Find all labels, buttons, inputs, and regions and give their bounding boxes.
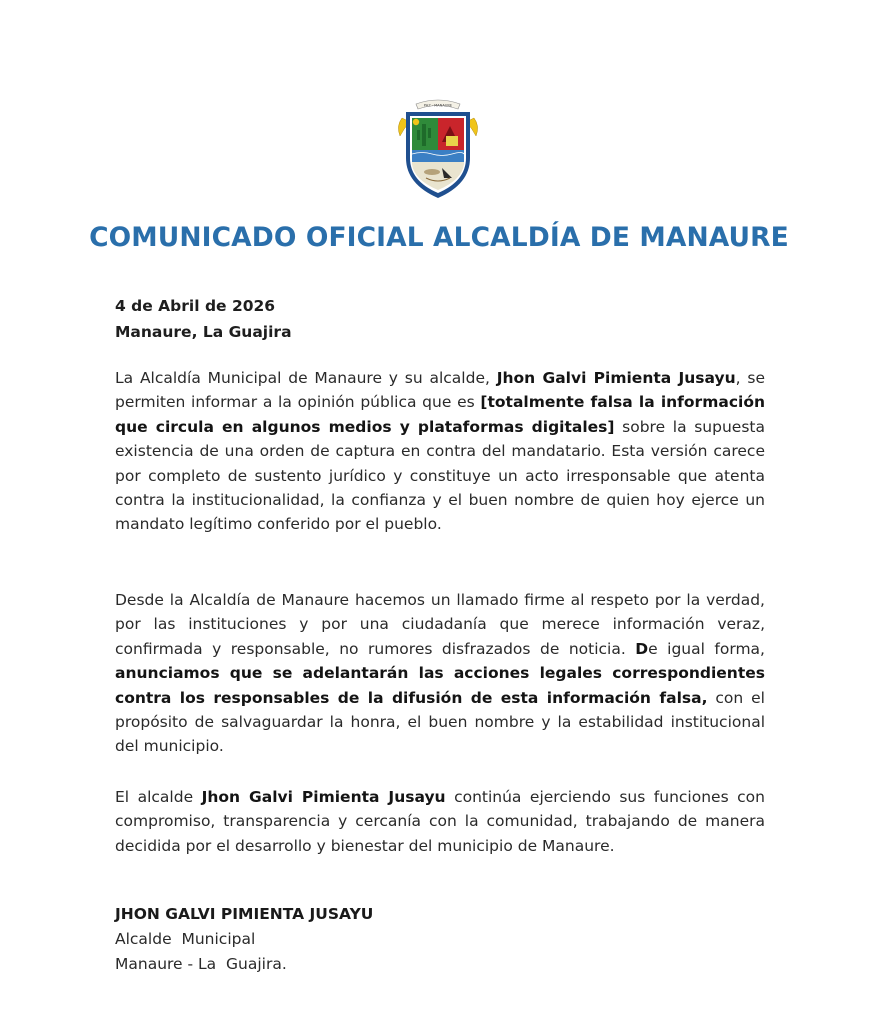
signature-role: Alcalde Municipal: [115, 930, 256, 948]
signature-name: JHON GALVI PIMIENTA JUSAYU: [115, 905, 374, 923]
paragraph-1-text-a: La Alcaldía Municipal de Manaure y su alcalde,: [115, 369, 497, 387]
document-place: Manaure, La Guajira: [115, 323, 292, 341]
page-title: COMUNICADO OFICIAL ALCALDÍA DE MANAURE: [89, 222, 789, 253]
date-place-block: [115, 293, 292, 345]
paragraph-1-text-c: sobre la supuesta existencia de una orden de captura en contra del mandatario. Esta versión carece por completo de sustento jurídico y constituye un acto irresponsable que atenta contra la institucionalidad, la confianza y el buen nombre de quien hoy ejerce un mandato legítimo conferido por el pueblo.: [115, 417, 765, 534]
document-date: 4 de Abril de 2026: [115, 297, 276, 315]
paragraph-3-text-a: El alcalde: [115, 788, 202, 806]
paragraph-1-mayor-name: Jhon Galvi Pimienta Jusayu: [496, 369, 736, 387]
signature-location: Manaure - La Guajira.: [115, 955, 287, 973]
paragraph-1: [115, 366, 765, 537]
paragraph-2-bold-letter: D: [635, 639, 649, 658]
paragraph-1-text-b: , se permiten informar a la opinión pública que es: [115, 369, 765, 412]
signature-block: [115, 902, 373, 977]
paragraph-3-mayor-name: Jhon Galvi Pimienta Jusayu: [201, 788, 446, 806]
manaure-coat-of-arms: [392, 92, 484, 202]
paragraph-3: [115, 785, 765, 858]
paragraph-1-highlight: [totalmente falsa la información que circula en algunos medios y plataformas digitales]: [115, 393, 765, 436]
paragraph-2-highlight: anunciamos que se adelantarán las acciones legales correspondientes contra los responsables de la difusión de esta información falsa,: [115, 664, 765, 707]
paragraph-2-text-c: con el propósito de salvaguardar la honra, el buen nombre y la estabilidad institucional del municipio.: [115, 688, 765, 756]
paragraph-2: [115, 588, 765, 759]
crest-scroll-text: PAZ · MANAURE: [423, 103, 453, 108]
paragraph-3-text-b: continúa ejerciendo sus funciones con compromiso, transparencia y cercanía con la comunidad, trabajando de manera decidida por el desarrollo y bienestar del municipio de Manaure.: [115, 788, 765, 855]
paragraph-2-text-a: Desde la Alcaldía de Manaure hacemos un llamado firme al respeto por la verdad, por las instituciones y por una ciudadanía que merece información veraz, confirmada y responsable, no rumores disfrazados de noticia.: [115, 591, 765, 658]
paragraph-2-text-b: e igual forma,: [648, 639, 765, 658]
